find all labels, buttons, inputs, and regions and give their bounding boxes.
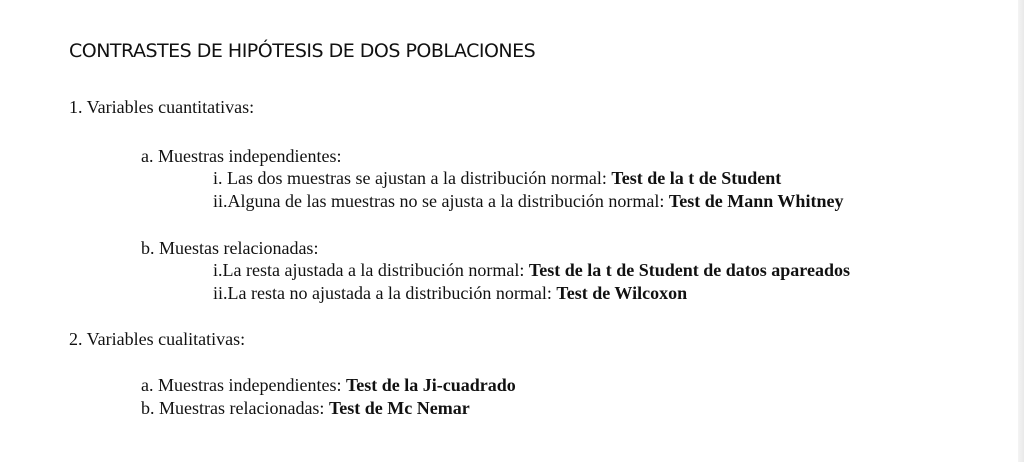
item-text: ii.La resta no ajustada a la distribución normal: — [213, 283, 557, 303]
item-test: Test de la Ji-cuadrado — [345, 375, 516, 395]
page-edge-shadow — [1018, 0, 1024, 462]
section-heading-qualitative: 2. Variables cualitativas: — [69, 329, 246, 349]
list-item — [141, 397, 470, 419]
item-test: Test de Mc Nemar — [328, 398, 470, 418]
list-item — [141, 374, 516, 396]
item-text: a. Muestras independientes: — [141, 375, 346, 395]
group-heading-related: b. Muestas relacionadas: — [141, 238, 319, 258]
item-text: b. Muestras relacionadas: — [141, 398, 329, 418]
item-test: Test de Wilcoxon — [556, 283, 688, 303]
section-heading-quantitative: 1. Variables cuantitativas: — [69, 97, 255, 117]
item-text: i. Las dos muestras se ajustan a la distribución normal: — [213, 168, 612, 188]
list-item — [213, 167, 781, 189]
list-item — [213, 190, 843, 212]
group-heading-independent: a. Muestras independientes: — [141, 146, 342, 166]
item-text: ii.Alguna de las muestras no se ajusta a la distribución normal: — [213, 191, 669, 211]
list-item — [213, 259, 850, 281]
list-item — [213, 282, 687, 304]
item-test: Test de Mann Whitney — [668, 191, 844, 211]
item-test: Test de la t de Student — [611, 168, 782, 188]
page-title: CONTRASTES DE HIPÓTESIS DE DOS POBLACIONES — [69, 40, 536, 62]
item-text: i.La resta ajustada a la distribución normal: — [213, 260, 529, 280]
item-test: Test de la t de Student de datos apareados — [528, 260, 850, 280]
